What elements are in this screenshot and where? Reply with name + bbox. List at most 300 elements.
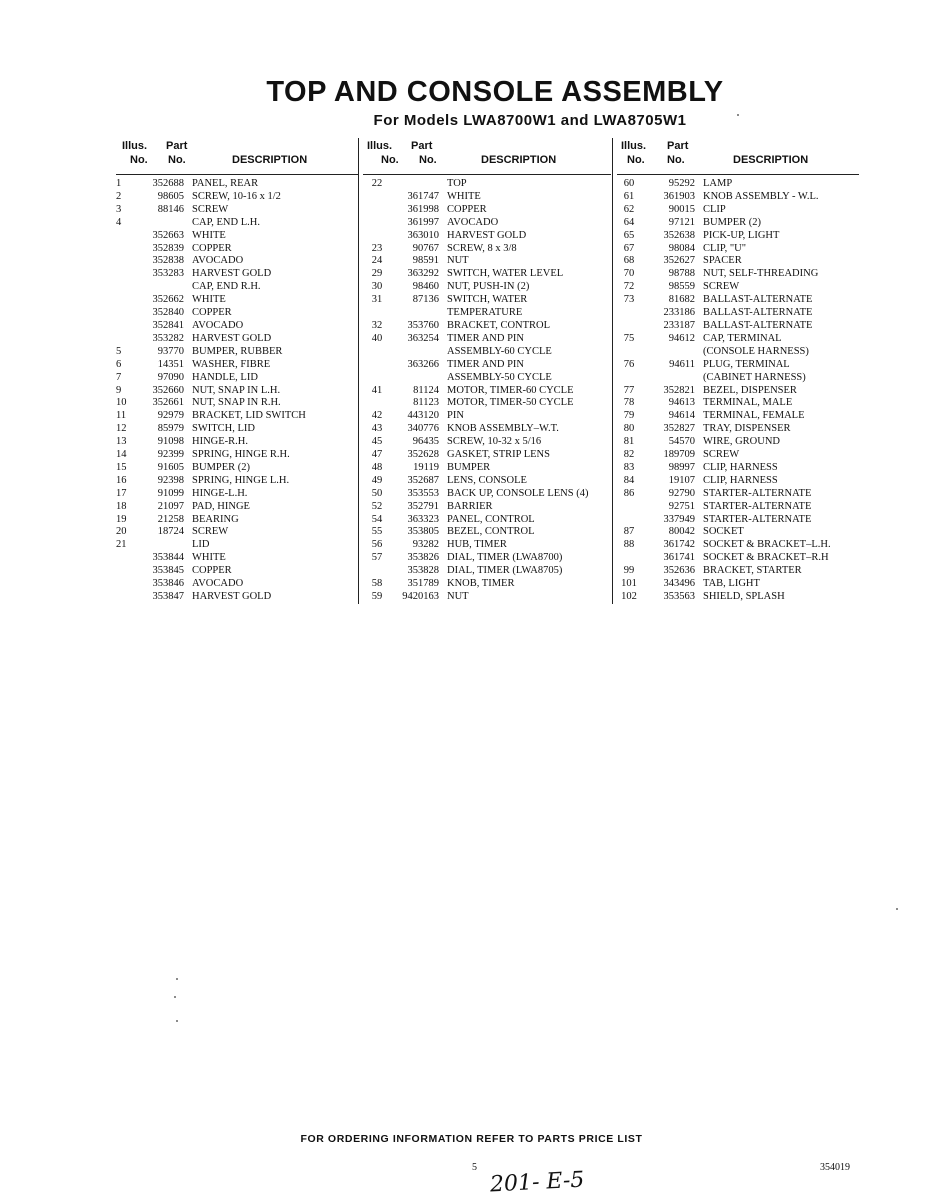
table-row	[617, 488, 859, 501]
part-description: HINGE-R.H.	[192, 436, 248, 448]
header-part: Part	[411, 140, 433, 152]
illus-number: 61	[623, 190, 635, 202]
part-number: 93282	[412, 539, 439, 551]
part-number: 98788	[668, 268, 695, 280]
illus-number	[363, 565, 391, 578]
part-number: 361998	[407, 203, 439, 215]
header-illus-no: No.	[381, 154, 399, 166]
part-description: (CONSOLE HARNESS)	[703, 345, 809, 357]
illus-number	[363, 359, 391, 372]
part-description: NUT, SNAP IN L.H.	[192, 384, 281, 396]
part-description: PANEL, REAR	[192, 178, 259, 189]
part-description: NUT, PUSH-IN (2)	[447, 281, 530, 293]
part-description: CLIP, "U"	[703, 242, 746, 254]
header-part-no: No.	[419, 154, 437, 166]
header-part: Part	[667, 140, 689, 152]
table-row	[116, 243, 358, 256]
part-number: 353845	[152, 565, 184, 577]
part-number: 92790	[668, 487, 695, 499]
part-number	[641, 372, 703, 385]
illus-number: 11	[116, 410, 127, 422]
table-row	[363, 488, 611, 501]
table-row	[116, 501, 358, 514]
part-description: TIMER AND PIN	[447, 332, 525, 344]
part-number: 363292	[407, 268, 439, 280]
illus-number	[116, 294, 132, 307]
scan-speck	[174, 996, 176, 998]
part-number: 14351	[157, 358, 184, 370]
table-row	[116, 385, 358, 398]
illus-number: 70	[623, 268, 635, 280]
part-number	[132, 217, 192, 230]
part-description: SCREW	[703, 449, 740, 461]
illus-number: 76	[623, 358, 635, 370]
part-description: SPACER	[703, 255, 742, 267]
illus-number: 83	[623, 461, 635, 473]
part-number: 85979	[157, 423, 184, 435]
part-number	[391, 178, 447, 191]
part-description: TERMINAL, FEMALE	[703, 410, 805, 422]
illus-number: 17	[116, 487, 127, 499]
part-number: 97121	[668, 216, 695, 228]
part-number: 352687	[407, 474, 439, 486]
table-row	[363, 294, 611, 307]
part-number: 90015	[668, 203, 695, 215]
table-row	[363, 268, 611, 281]
table-row	[116, 346, 358, 359]
table-row	[116, 488, 358, 501]
table-row	[617, 346, 859, 359]
page-title: TOP AND CONSOLE ASSEMBLY	[266, 76, 724, 108]
part-number: 87136	[412, 294, 439, 306]
table-row	[617, 526, 859, 539]
table-row	[363, 333, 611, 346]
table-row	[363, 359, 611, 372]
handwritten-mark: 201- E-5	[489, 1167, 585, 1198]
part-number: 363323	[407, 513, 439, 525]
part-number: 352663	[152, 229, 184, 241]
table-row	[617, 307, 859, 320]
illus-number: 80	[623, 423, 635, 435]
part-number: 92979	[157, 410, 184, 422]
part-number: 233186	[663, 307, 695, 319]
table-row	[116, 423, 358, 436]
table-row	[363, 514, 611, 527]
table-row	[116, 320, 358, 333]
ordering-note: FOR ORDERING INFORMATION REFER TO PARTS PRICE LIST	[300, 1133, 643, 1145]
part-number: 98559	[668, 281, 695, 293]
table-row	[617, 436, 859, 449]
table-row	[617, 359, 859, 372]
part-number: 443120	[407, 410, 439, 422]
illus-number: 48	[371, 461, 383, 473]
table-row	[617, 178, 859, 191]
part-number: 98997	[668, 461, 695, 473]
part-description: KNOB ASSEMBLY–W.T.	[447, 423, 559, 435]
part-description: BRACKET, STARTER	[703, 565, 802, 577]
part-number: 353828	[407, 565, 439, 577]
part-number: 340776	[407, 423, 439, 435]
table-row	[116, 578, 358, 591]
part-number: 363010	[407, 229, 439, 241]
part-description: PIN	[447, 410, 464, 422]
table-row	[617, 591, 859, 604]
part-description: CLIP, HARNESS	[703, 474, 778, 486]
part-description: GASKET, STRIP LENS	[447, 449, 550, 461]
part-description: BUMPER, RUBBER	[192, 345, 283, 357]
illus-number: 56	[371, 539, 383, 551]
part-number	[132, 539, 192, 552]
table-row	[617, 294, 859, 307]
part-number: 352627	[663, 255, 695, 267]
part-description: SHIELD, SPLASH	[703, 591, 785, 602]
illus-number	[363, 307, 391, 320]
table-row	[617, 333, 859, 346]
table-row	[363, 243, 611, 256]
header-part: Part	[166, 140, 188, 152]
table-row	[617, 514, 859, 527]
illus-number: 1	[116, 178, 122, 189]
table-row	[617, 449, 859, 462]
part-description: MOTOR, TIMER-50 CYCLE	[447, 397, 574, 409]
part-number: 363266	[407, 358, 439, 370]
part-description: COPPER	[192, 307, 232, 319]
part-description: BUMPER (2)	[703, 216, 762, 228]
table-row	[116, 449, 358, 462]
table-row	[363, 307, 611, 320]
table-row	[363, 591, 611, 604]
part-number: 81682	[668, 294, 695, 306]
part-description: HARVEST GOLD	[447, 229, 527, 241]
part-number: 337949	[663, 513, 695, 525]
illus-number: 4	[116, 216, 122, 228]
part-description: BALLAST-ALTERNATE	[703, 294, 813, 306]
illus-number	[116, 307, 132, 320]
table-row	[363, 501, 611, 514]
table-row	[116, 436, 358, 449]
table-row	[617, 268, 859, 281]
part-description: WHITE	[192, 229, 226, 241]
illus-number	[116, 565, 132, 578]
part-number: 94613	[668, 397, 695, 409]
table-row	[116, 475, 358, 488]
table-row	[363, 565, 611, 578]
illus-number: 2	[116, 190, 122, 202]
scan-speck	[176, 1020, 178, 1022]
illus-number: 21	[116, 539, 127, 551]
illus-number: 15	[116, 461, 127, 473]
part-description: LAMP	[703, 178, 733, 189]
part-number: 21097	[157, 500, 184, 512]
illus-number: 18	[116, 500, 127, 512]
table-header	[617, 138, 859, 175]
part-number: 21258	[157, 513, 184, 525]
part-description: SOCKET	[703, 526, 744, 538]
table-row	[363, 436, 611, 449]
illus-number: 78	[623, 397, 635, 409]
part-description: SWITCH, WATER	[447, 294, 528, 306]
part-description: TOP	[447, 178, 467, 189]
page-number: 5	[472, 1162, 477, 1173]
table-row	[363, 462, 611, 475]
part-description: SWITCH, LID	[192, 423, 255, 435]
part-number: 80042	[668, 526, 695, 538]
part-description: SWITCH, WATER LEVEL	[447, 268, 564, 280]
part-number: 351789	[407, 578, 439, 590]
illus-number	[116, 320, 132, 333]
table-row	[116, 410, 358, 423]
illus-number: 52	[371, 500, 383, 512]
document-code: 354019	[820, 1162, 850, 1173]
part-number	[132, 281, 192, 294]
table-row	[116, 255, 358, 268]
header-description: DESCRIPTION	[733, 154, 809, 166]
table-row	[116, 191, 358, 204]
table-row	[363, 230, 611, 243]
part-number: 98605	[157, 190, 184, 202]
illus-number	[363, 397, 391, 410]
part-number	[391, 346, 447, 359]
table-row	[363, 217, 611, 230]
table-row	[617, 501, 859, 514]
part-description: BUMPER	[447, 461, 491, 473]
part-number	[391, 307, 447, 320]
table-row	[617, 230, 859, 243]
part-description: BACK UP, CONSOLE LENS (4)	[447, 487, 589, 499]
part-description: BALLAST-ALTERNATE	[703, 319, 813, 331]
header-description: DESCRIPTION	[232, 154, 308, 166]
part-number: 352662	[152, 294, 184, 306]
part-number: 361903	[663, 190, 695, 202]
table-row	[363, 204, 611, 217]
part-number: 18724	[157, 526, 184, 538]
table-row	[116, 462, 358, 475]
part-number: 9420163	[402, 591, 439, 602]
table-row	[116, 268, 358, 281]
illus-number	[617, 307, 641, 320]
part-number: 189709	[663, 449, 695, 461]
table-row	[617, 217, 859, 230]
part-description: TAB, LIGHT	[703, 578, 760, 590]
part-number: 352638	[663, 229, 695, 241]
part-description: HANDLE, LID	[192, 371, 258, 383]
table-header	[363, 138, 611, 175]
part-description: AVOCADO	[192, 578, 244, 590]
table-row	[116, 230, 358, 243]
table-row	[617, 539, 859, 552]
illus-number: 49	[371, 474, 383, 486]
part-description: PANEL, CONTROL	[447, 513, 535, 525]
part-description: TIMER AND PIN	[447, 358, 525, 370]
part-description: STARTER-ALTERNATE	[703, 500, 812, 512]
part-description: HARVEST GOLD	[192, 268, 272, 280]
illus-number	[617, 372, 641, 385]
illus-number: 86	[623, 487, 635, 499]
part-number: 363254	[407, 332, 439, 344]
part-number: 19119	[413, 461, 439, 473]
part-number: 91605	[157, 461, 184, 473]
illus-number: 88	[623, 539, 635, 551]
part-number: 353760	[407, 319, 439, 331]
table-row	[116, 359, 358, 372]
illus-number	[116, 591, 132, 604]
part-description: BALLAST-ALTERNATE	[703, 307, 813, 319]
part-description: HARVEST GOLD	[192, 591, 272, 602]
part-description: (CABINET HARNESS)	[703, 371, 806, 383]
illus-number: 19	[116, 513, 127, 525]
illus-number: 3	[116, 203, 122, 215]
part-description: WHITE	[447, 190, 481, 202]
table-row	[363, 526, 611, 539]
part-description: BEARING	[192, 513, 239, 525]
part-description: TERMINAL, MALE	[703, 397, 793, 409]
illus-number: 77	[623, 384, 635, 396]
illus-number: 45	[371, 436, 383, 448]
part-number: 98460	[412, 281, 439, 293]
illus-number	[116, 268, 132, 281]
part-number: 361997	[407, 216, 439, 228]
illus-number: 82	[623, 449, 635, 461]
part-number: 98084	[668, 242, 695, 254]
part-number: 353283	[152, 268, 184, 280]
illus-number	[116, 552, 132, 565]
part-description: WHITE	[192, 294, 226, 306]
parts-list	[363, 175, 611, 604]
part-number: 352827	[663, 423, 695, 435]
illus-number: 10	[116, 397, 127, 409]
part-description: CAP, END R.H.	[192, 281, 261, 293]
table-row	[617, 410, 859, 423]
part-number: 353844	[152, 552, 184, 564]
illus-number	[116, 281, 132, 294]
part-number: 233187	[663, 319, 695, 331]
illus-number: 14	[116, 449, 127, 461]
part-number: 92751	[668, 500, 695, 512]
table-row	[363, 385, 611, 398]
part-description: KNOB ASSEMBLY - W.L.	[703, 190, 819, 202]
illus-number: 29	[371, 268, 383, 280]
part-number: 81123	[413, 397, 439, 409]
part-description: SCREW	[192, 203, 229, 215]
part-description: NUT	[447, 591, 469, 602]
part-description: SCREW	[703, 281, 740, 293]
table-row	[617, 462, 859, 475]
illus-number: 87	[623, 526, 635, 538]
scan-speck	[896, 908, 898, 910]
part-description: PAD, HINGE	[192, 500, 250, 512]
illus-number	[363, 217, 391, 230]
illus-number: 81	[623, 436, 635, 448]
header-illus-no: No.	[627, 154, 645, 166]
part-number: 92398	[157, 474, 184, 486]
part-number: 353847	[152, 591, 184, 602]
illus-number: 59	[371, 591, 383, 602]
table-row	[363, 449, 611, 462]
header-part-no: No.	[168, 154, 186, 166]
part-description: NUT, SELF-THREADING	[703, 268, 819, 280]
part-description: WHITE	[192, 552, 226, 564]
illus-number	[617, 501, 641, 514]
part-number: 94614	[668, 410, 695, 422]
illus-number: 64	[623, 216, 635, 228]
part-number: 93770	[157, 345, 184, 357]
scan-speck	[737, 114, 739, 116]
illus-number: 75	[623, 332, 635, 344]
illus-number	[363, 230, 391, 243]
table-header	[116, 138, 358, 175]
illus-number: 47	[371, 449, 383, 461]
part-number: 352688	[152, 178, 184, 189]
part-number: 361741	[663, 552, 695, 564]
part-description: AVOCADO	[192, 319, 244, 331]
parts-column-1	[116, 138, 358, 604]
part-description: SCREW, 10-32 x 5/16	[447, 436, 542, 448]
table-row	[617, 475, 859, 488]
part-number: 91098	[157, 436, 184, 448]
part-description: LID	[192, 539, 210, 551]
part-description: BEZEL, CONTROL	[447, 526, 535, 538]
table-row	[617, 385, 859, 398]
illus-number	[363, 346, 391, 359]
part-description: WIRE, GROUND	[703, 436, 780, 448]
illus-number	[363, 191, 391, 204]
illus-number: 22	[371, 178, 383, 189]
part-description: SCREW, 8 x 3/8	[447, 242, 517, 254]
part-description: NUT, SNAP IN R.H.	[192, 397, 281, 409]
illus-number: 57	[371, 552, 383, 564]
part-number: 352636	[663, 565, 695, 577]
table-row	[617, 243, 859, 256]
illus-number: 99	[623, 565, 635, 577]
illus-number: 9	[116, 384, 122, 396]
table-row	[617, 191, 859, 204]
table-row	[617, 204, 859, 217]
illus-number	[617, 346, 641, 359]
illus-number	[363, 204, 391, 217]
illus-number: 54	[371, 513, 383, 525]
table-row	[363, 552, 611, 565]
part-description: CAP, END L.H.	[192, 216, 260, 228]
table-row	[363, 255, 611, 268]
illus-number: 73	[623, 294, 635, 306]
illus-number: 6	[116, 358, 122, 370]
illus-number: 13	[116, 436, 127, 448]
part-number: 88146	[157, 203, 184, 215]
part-number: 91099	[157, 487, 184, 499]
table-row	[116, 294, 358, 307]
table-row	[617, 578, 859, 591]
part-description: CAP, TERMINAL	[703, 332, 782, 344]
illus-number	[617, 320, 641, 333]
table-row	[116, 307, 358, 320]
part-description: ASSEMBLY-60 CYCLE	[447, 345, 552, 357]
illus-number	[116, 578, 132, 591]
table-row	[617, 397, 859, 410]
part-description: AVOCADO	[192, 255, 244, 267]
table-row	[363, 178, 611, 191]
part-number	[391, 372, 447, 385]
part-number: 361742	[663, 539, 695, 551]
table-row	[617, 552, 859, 565]
parts-column-3	[612, 138, 859, 604]
part-description: COPPER	[447, 203, 487, 215]
illus-number: 58	[371, 578, 383, 590]
table-row	[116, 204, 358, 217]
table-row	[363, 410, 611, 423]
part-description: SOCKET & BRACKET–L.H.	[703, 539, 831, 551]
illus-number: 16	[116, 474, 127, 486]
part-description: SOCKET & BRACKET–R.H	[703, 552, 829, 564]
